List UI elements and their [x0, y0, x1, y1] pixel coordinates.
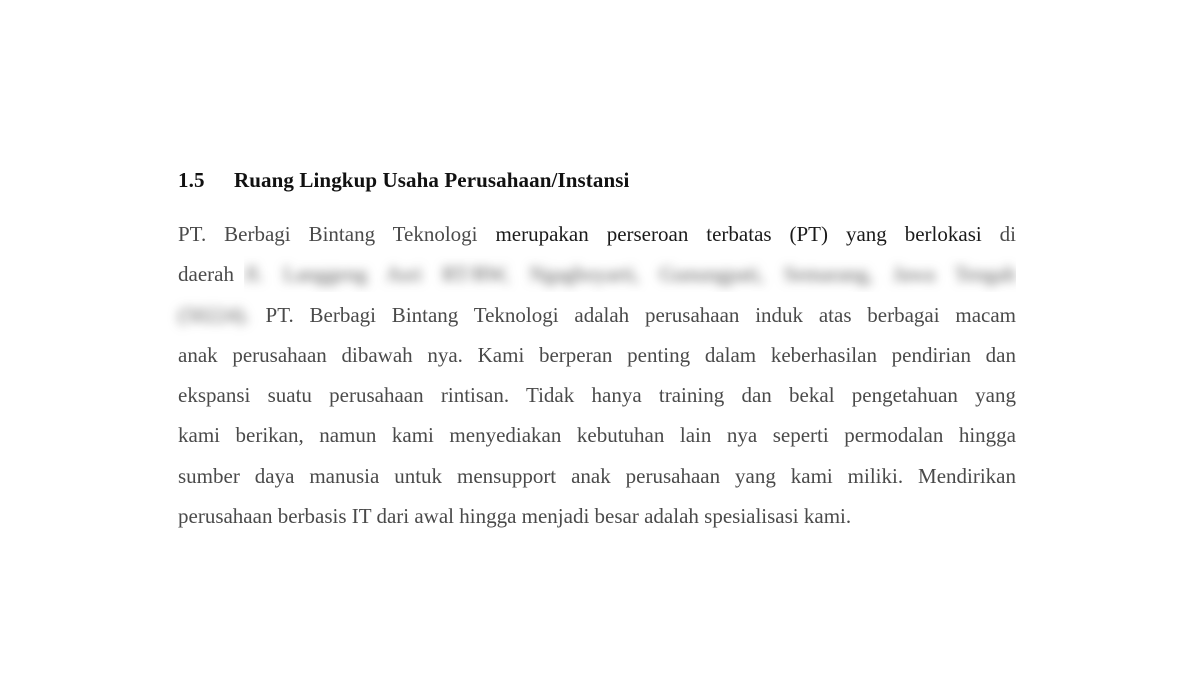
section-title: Ruang Lingkup Usaha Perusahaan/Instansi — [234, 168, 630, 192]
paragraph-line-8: perusahaan berbasis IT dari awal hingga menjadi besar adalah spesialisasi kami. — [178, 504, 852, 529]
section-number: 1.5 — [178, 168, 205, 192]
paragraph-line-7: sumber daya manusia untuk mensupport anak perusahaan yang kami miliki. Mendirikan — [178, 463, 1016, 488]
word-di: di — [999, 222, 1016, 246]
parent-company-text: PT. Berbagi Bintang Teknologi adalah perusahaan induk atas berbagai macam — [265, 302, 1016, 327]
company-name: PT. Berbagi Bintang Teknologi — [178, 222, 478, 246]
paragraph-line-2 — [178, 256, 1016, 296]
body-paragraph — [178, 216, 1016, 538]
paragraph-line-1 — [178, 216, 1016, 256]
section-heading — [178, 168, 629, 193]
word-daerah: daerah — [178, 262, 234, 287]
paragraph-line-6: kami berikan, namun kami menyediakan kebutuhan lain nya seperti permodalan hingga — [178, 423, 1016, 448]
paragraph-line-3 — [178, 297, 1016, 337]
paragraph-line-5: ekspansi suatu perusahaan rintisan. Tidak hanya training dan bekal pengetahuan yang — [178, 383, 1016, 408]
redacted-postcode: (50224). — [178, 302, 250, 327]
redacted-address: Jl. Langgeng Asri RT/RW, Ngagboyarti, Gunungpati, Semarang, Jawa Tengah — [243, 262, 1016, 287]
paragraph-line-4: anak perusahaan dibawah nya. Kami berperan penting dalam keberhasilan pendirian dan — [178, 342, 1016, 367]
company-description: merupakan perseroan terbatas (PT) yang berlokasi — [495, 222, 982, 246]
